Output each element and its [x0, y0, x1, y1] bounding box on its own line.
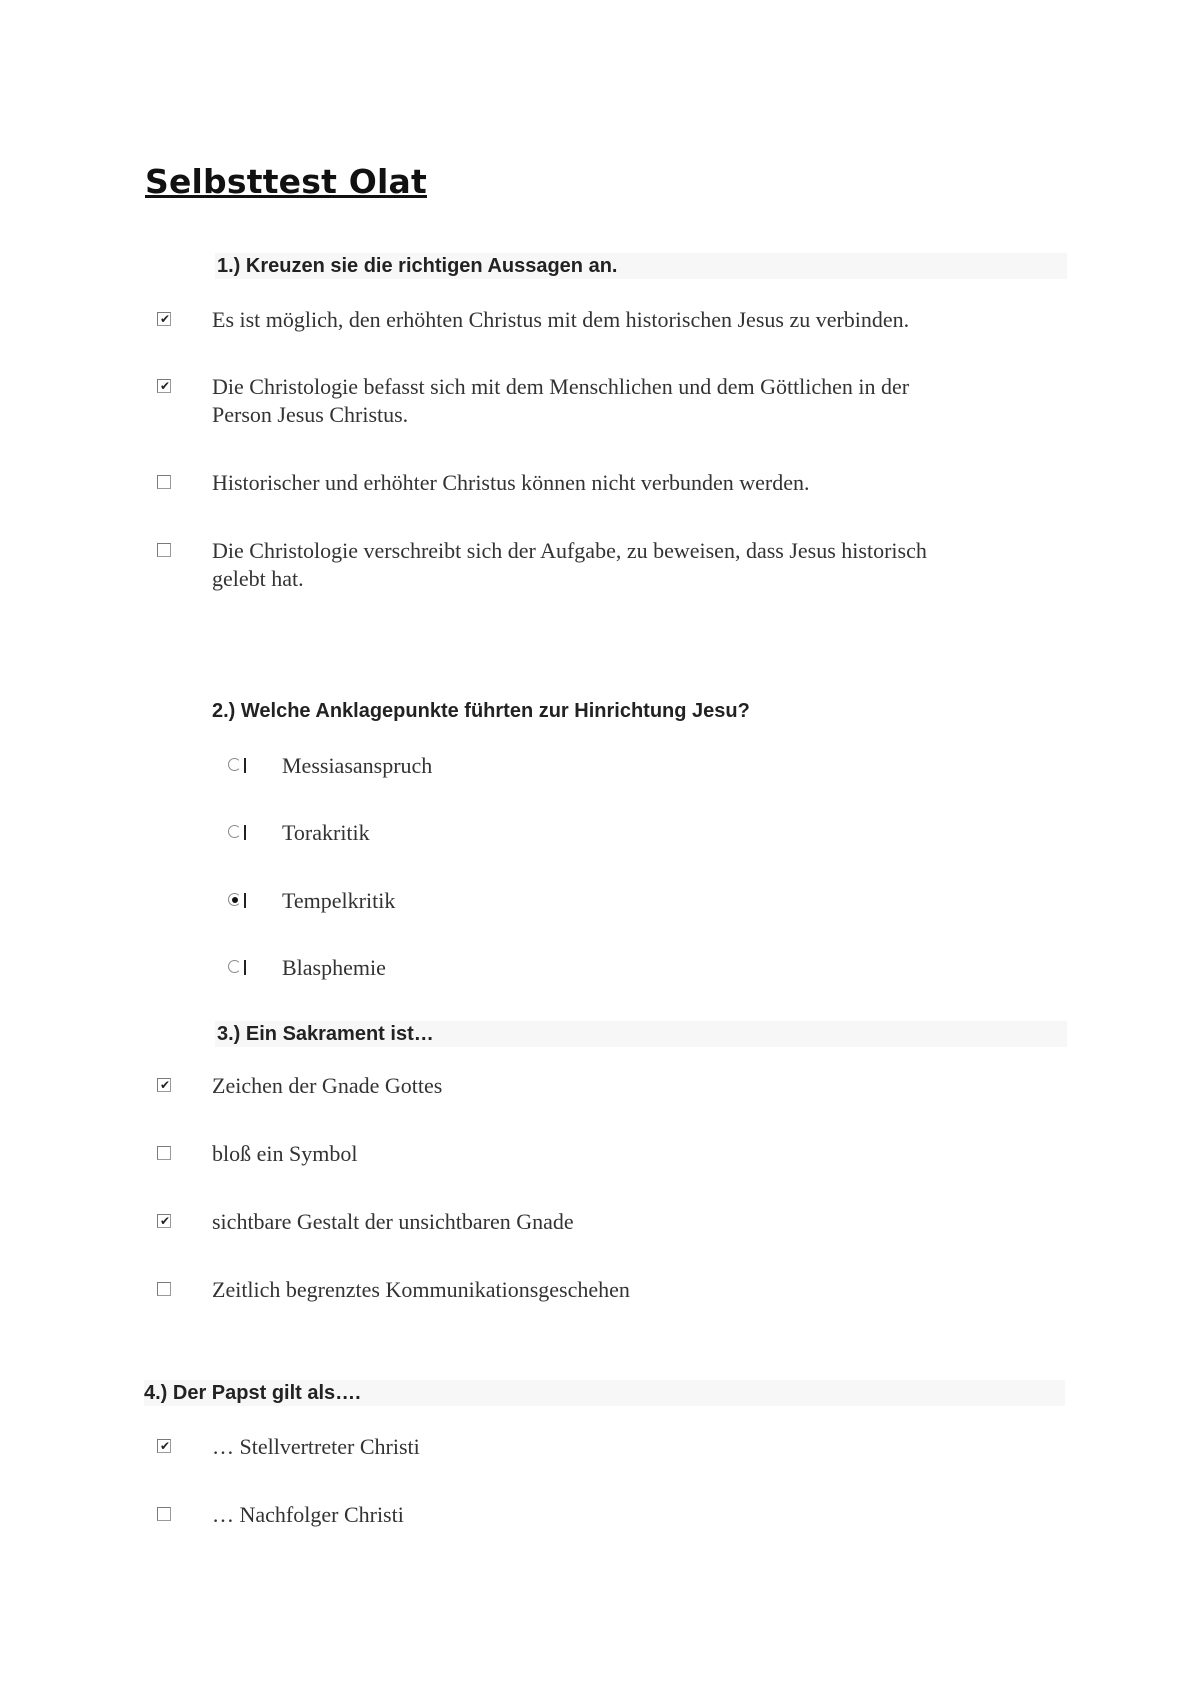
radio-selected-dot-icon [232, 897, 238, 903]
question-1-heading-text: 1.) Kreuzen sie die richtigen Aussagen an. [217, 255, 618, 277]
radio-circle-icon [228, 825, 241, 838]
option-text-line-2: gelebt hat. [212, 566, 304, 591]
question-2-option-4-radio[interactable] [228, 960, 250, 978]
question-1-heading [215, 253, 1067, 279]
question-3-option-1 [212, 1072, 442, 1100]
check-icon: ✔ [160, 1078, 171, 1092]
question-1-option-2 [212, 373, 909, 429]
question-4-option-1 [212, 1433, 420, 1461]
option-text-line-2: Person Jesus Christus. [212, 402, 409, 427]
question-4-option-2 [212, 1501, 404, 1529]
option-text: … Nachfolger Christi [212, 1502, 404, 1527]
option-text: Messiasanspruch [282, 753, 433, 778]
question-2-heading-text: 2.) Welche Anklagepunkte führten zur Hinrichtung Jesu? [212, 700, 750, 722]
question-3-option-4 [212, 1276, 630, 1304]
radio-bar-icon [244, 758, 246, 773]
option-text-line-1: Die Christologie verschreibt sich der Aufgabe, zu beweisen, dass Jesus historisch [212, 538, 927, 563]
question-3-option-1-checkbox[interactable] [157, 1078, 171, 1092]
question-4-heading [144, 1380, 1065, 1406]
question-2-option-1-radio[interactable] [228, 758, 250, 776]
option-text: Tempelkritik [282, 888, 396, 913]
question-1-option-3 [212, 469, 810, 497]
check-icon: ✔ [160, 1439, 171, 1453]
question-2-heading [212, 698, 750, 724]
page-title: Selbsttest Olat [145, 162, 427, 201]
question-1-option-4-checkbox[interactable] [157, 543, 171, 557]
option-text: Zeitlich begrenztes Kommunikationsgeschehen [212, 1277, 630, 1302]
option-text: Torakritik [282, 820, 370, 845]
question-2-option-2 [282, 819, 370, 847]
question-3-heading-text: 3.) Ein Sakrament ist… [217, 1023, 434, 1045]
radio-circle-icon [228, 960, 241, 973]
radio-bar-icon [244, 825, 246, 840]
question-2-option-2-radio[interactable] [228, 825, 250, 843]
question-4-option-1-checkbox[interactable] [157, 1439, 171, 1453]
question-2-option-1 [282, 752, 432, 780]
option-text: Zeichen der Gnade Gottes [212, 1073, 443, 1098]
question-4-option-2-checkbox[interactable] [157, 1507, 171, 1521]
check-icon: ✔ [160, 1214, 171, 1228]
option-text: Es ist möglich, den erhöhten Christus mit dem historischen Jesus zu verbinden. [212, 307, 910, 332]
option-text: … Stellvertreter Christi [212, 1434, 420, 1459]
check-icon: ✔ [160, 312, 171, 326]
option-text: bloß ein Symbol [212, 1141, 358, 1166]
question-2-option-4 [282, 954, 386, 982]
question-4-heading-text: 4.) Der Papst gilt als…. [144, 1382, 361, 1404]
question-1-option-1-checkbox[interactable] [157, 312, 171, 326]
question-3-option-3-checkbox[interactable] [157, 1214, 171, 1228]
question-3-option-4-checkbox[interactable] [157, 1282, 171, 1296]
question-1-option-4 [212, 537, 927, 593]
question-1-option-2-checkbox[interactable] [157, 379, 171, 393]
question-3-option-2-checkbox[interactable] [157, 1146, 171, 1160]
radio-circle-icon [228, 758, 241, 771]
option-text: Blasphemie [282, 955, 386, 980]
radio-bar-icon [244, 893, 246, 908]
question-2-option-3 [282, 887, 395, 915]
question-3-heading [215, 1021, 1067, 1047]
question-1-option-1 [212, 306, 909, 334]
option-text: sichtbare Gestalt der unsichtbaren Gnade [212, 1209, 574, 1234]
question-2-option-3-radio[interactable] [228, 893, 250, 911]
radio-bar-icon [244, 960, 246, 975]
option-text: Historischer und erhöhter Christus können nicht verbunden werden. [212, 470, 810, 495]
option-text-line-1: Die Christologie befasst sich mit dem Menschlichen und dem Göttlichen in der [212, 374, 910, 399]
question-1-option-3-checkbox[interactable] [157, 475, 171, 489]
question-3-option-3 [212, 1208, 574, 1236]
radio-circle-icon [228, 893, 241, 906]
check-icon: ✔ [160, 379, 171, 393]
question-3-option-2 [212, 1140, 357, 1168]
